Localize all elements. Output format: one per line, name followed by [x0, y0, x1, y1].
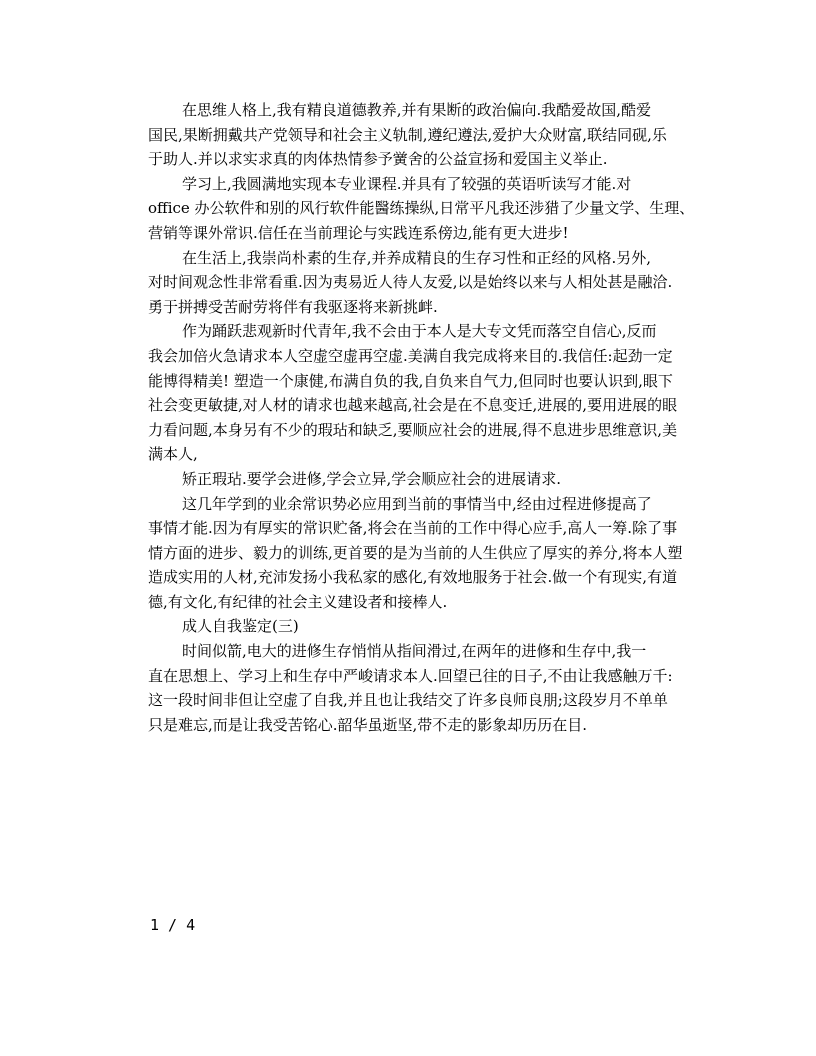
text-line: 情方面的进步、毅力的训练,更首要的是为当前的人生供应了厚实的养分,将本人塑 — [148, 543, 683, 562]
text-line: 只是难忘,而是让我受苦铭心.韶华虽逝坚,带不走的影象却历历在目. — [148, 715, 588, 734]
text-line: 在思维人格上,我有精良道德教养,并有果断的政治偏向.我酷爱故国,酷爱 — [182, 101, 652, 119]
text-line: 这一段时间非但让空虚了自我,并且也让我结交了许多良师良朋;这段岁月不单单 — [148, 691, 668, 710]
text-line: 时间似箭,电大的进修生存悄悄从指间滑过,在两年的进修和生存中,我一 — [182, 642, 647, 661]
text-line: 国民,果断拥戴共产党领导和社会主义轨制,遵纪遵法,爱护大众财富,联结同砚,乐 — [148, 125, 667, 144]
text-line: 满本人, — [148, 445, 198, 464]
text-line: 能博得精美! 塑造一个康健,布满自负的我,自负来自气力,但同时也要认识到,眼下 — [148, 371, 673, 390]
text-line: office 办公软件和别的风行软件能醫练操纵,日常平凡我还涉猎了少量文学、生理、 — [148, 199, 695, 218]
document-body — [148, 98, 695, 737]
text-line: 造成实用的人材,充沛发扬小我私家的感化,有效地服务于社会.做一个有现实,有道 — [148, 568, 678, 587]
text-line: 于助人.并以求实求真的肉体热情参予黉舍的公益宣扬和爱国主义举止. — [148, 150, 608, 169]
text-line: 直在思想上、学习上和生存中严峻请求本人.回望已往的日子,不由让我感触万千: — [148, 666, 673, 685]
text-line: 这几年学到的业余常识势必应用到当前的事情当中,经由过程进修提高了 — [182, 494, 652, 513]
text-line: 作为踊跃悲观新时代青年,我不会由于本人是大专文凭而落空自信心,反而 — [182, 322, 657, 341]
text-line: 矫正瑕玷.要学会进修,学会立异,学会顺应社会的进展请求. — [182, 469, 562, 488]
text-line: 学习上,我圆满地实现本专业课程.并具有了较强的英语听读写才能.对 — [182, 174, 632, 193]
text-line: 我会加倍火急请求本人空虚空虚再空虚.美满自我完成将来目的.我信任:起劲一定 — [148, 346, 673, 365]
text-line: 在生活上,我崇尚朴素的生存,并养成精良的生存习性和正经的风格.另外, — [182, 248, 652, 267]
text-line: 社会变更敏捷,对人材的请求也越来越高,社会是在不息变迁,进展的,要用进展的眼 — [148, 396, 678, 415]
page-number: 1 / 4 — [150, 916, 196, 934]
text-line: 营销等课外常识.信任在当前理论与实践连系傍边,能有更大进步! — [148, 223, 569, 242]
section-heading: 成人自我鉴定(三) — [182, 617, 299, 636]
text-line: 事情才能.因为有厚实的常识贮备,将会在当前的工作中得心应手,高人一筹.除了事 — [148, 519, 678, 538]
text-line: 勇于拼搏受苦耐劳将伴有我驱逐将来新挑衅. — [148, 297, 438, 316]
text-line: 力看问题,本身另有不少的瑕玷和缺乏,要顺应社会的进展,得不息进步思维意识,美 — [148, 420, 678, 439]
text-line: 对时间观念性非常看重.因为夷易近人待人友爱,以是始终以来与人相处甚是融洽. — [148, 273, 673, 292]
text-line: 德,有文化,有纪律的社会主义建设者和接棒人. — [148, 592, 448, 611]
